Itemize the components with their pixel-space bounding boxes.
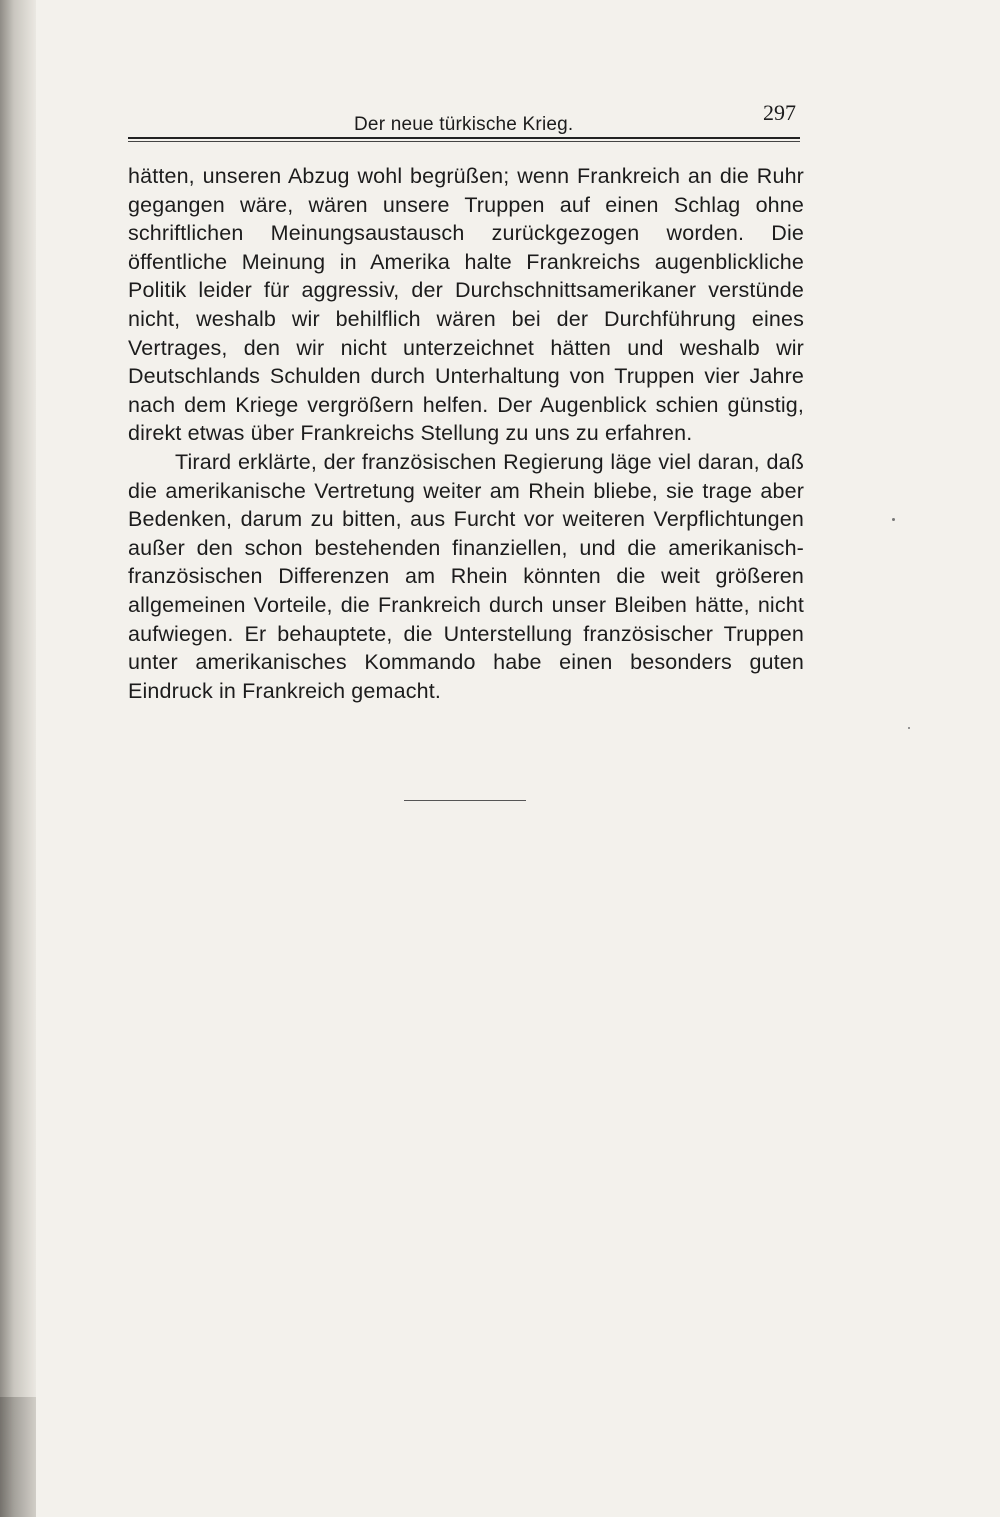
paragraph-1: hätten, unseren Abzug wohl begrüßen; wenn Frankreich an die Ruhr gegangen wäre, wären unsere Truppen auf einen Schlag ohne schriftlichen Meinungsaustausch zurückgezogen worden. Die öffentliche Meinung in Amerika halte Frankreichs augenblickliche Politik leider für aggressiv, der Durchschnittsamerikaner verstünde nicht, weshalb wir behilflich wären bei der Durchführung eines Vertrages, den wir nicht unterzeichnet hätten und weshalb wir Deutschlands Schulden durch Unterhaltung von Truppen vier Jahre nach dem Kriege vergrößern helfen. Der Augenblick schien günstig, direkt etwas über Frankreichs Stellung zu uns zu erfahren.: [128, 164, 804, 446]
paragraph-2: Tirard erklärte, der französischen Regierung läge viel daran, daß die amerikanische Vertretung weiter am Rhein bliebe, sie trage aber Bedenken, darum zu bitten, aus Furcht vor weiteren Verpflichtungen außer den schon bestehenden finanziellen, und die amerikanisch-französischen Differenzen am Rhein könnten die weit größeren allgemeinen Vorteile, die Frankreich durch unser Bleiben hätte, nicht aufwiegen. Er behauptete, die Unterstellung französischer Truppen unter amerikanisches Kommando habe einen besonders guten Eindruck in Frankreich gemacht.: [128, 449, 804, 703]
body-text: [128, 162, 804, 705]
page-gutter-shadow-bottom: [0, 1397, 36, 1517]
paper-speck: [908, 727, 910, 729]
section-end-rule: [404, 800, 526, 801]
running-head: [128, 100, 800, 136]
page-gutter-shadow: [0, 0, 36, 1517]
header-rule-thin: [128, 141, 800, 142]
page-number: 297: [763, 100, 796, 125]
paper-speck: [892, 518, 895, 521]
running-title: Der neue türkische Krieg.: [354, 114, 574, 135]
header-rule-thick: [128, 137, 800, 139]
